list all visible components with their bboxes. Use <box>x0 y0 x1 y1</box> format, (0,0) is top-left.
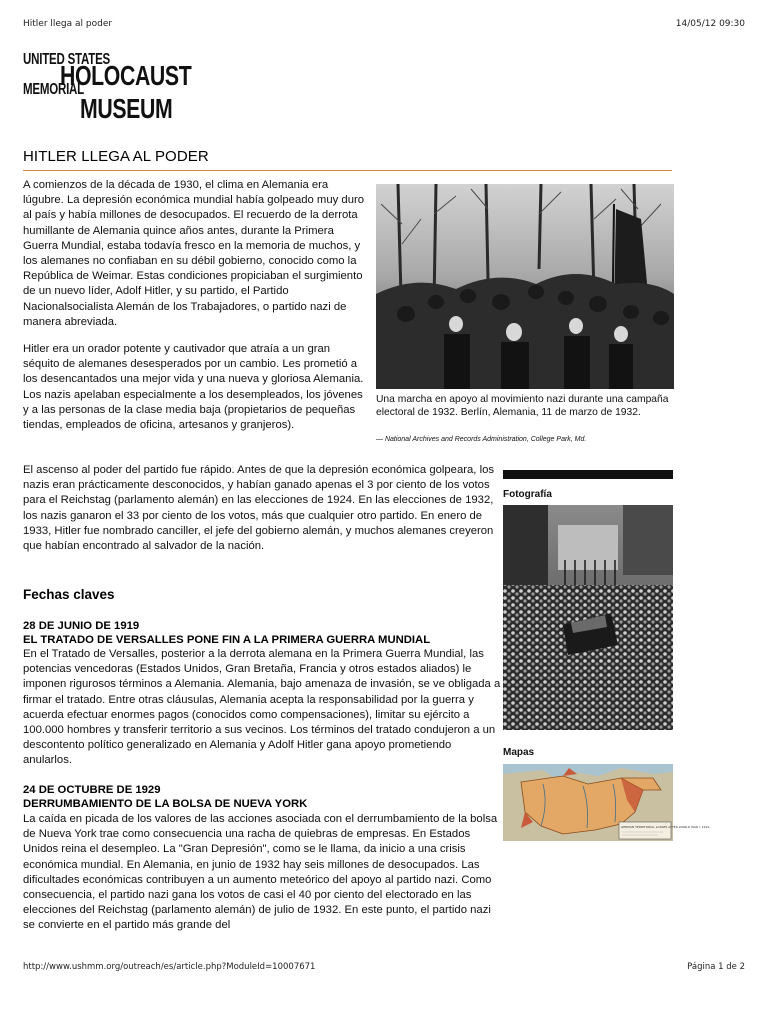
event-title: DERRUMBAMIENTO DE LA BOLSA DE NUEVA YORK <box>23 798 308 810</box>
print-header-title: Hitler llega al poder <box>23 19 113 29</box>
territorial-losses-map[interactable] <box>503 764 710 841</box>
event-date: 28 DE JUNIO DE 1919 <box>23 620 140 632</box>
title-divider <box>23 170 672 171</box>
sidebar-header-bar <box>503 470 673 479</box>
sidebar-maps-label: Mapas <box>503 747 535 758</box>
photo-caption: Una marcha en apoyo al movimiento nazi durante una campaña electoral de 1932. Berlín, Alemania, 11 de marzo de 1932. <box>376 394 669 418</box>
event-description: La caída en picada de los valores de las acciones asociada con el derrumbamiento de la bolsa de Nueva York trae como consecuencia una racha de quiebras de empresas. En Estados Unidos reina el desempleo. La "Gran Depresión", como se le llama, da inicio a una crisis económica mundial. En Alemania, en junio de 1932 hay seis millones de desocupados. Las dificultades económicas contribuyen a un aumento meteórico del apoyo al partido nazi. Como consecuencia, el partido nazi gana los votos de casi el 40 por ciento del electorado en las elecciones del Reichstag (parlamento alemán) de julio de 1932. En este punto, el partido nazi se convierte en el partido más grande del <box>23 813 498 932</box>
print-header-datetime: 14/05/12 09:30 <box>675 19 745 29</box>
logo-line-memorial: MEMORIAL <box>23 81 84 98</box>
intro-paragraph-1: A comienzos de la década de 1930, el clima en Alemania era lúgubre. La depresión económica mundial había golpeado muy duro al país y había millones de desocupados. El recuerdo de la derrota humillante de Alemania quince años antes, durante la Primera Guerra Mundial, estaba todavía fresco en la memoria de muchos, y los alemanes no confiaban en su débil gobierno, conocido como la República de Weimar. Estas condiciones propiciaban el surgimiento de un nuevo líder, Adolf Hitler, y su partido, el Partido Nacionalsocialista Alemán de los Trabajadores, o partido nazi de manera abreviada. <box>23 179 365 328</box>
page-number: Página 1 de 2 <box>687 962 745 972</box>
sidebar-photo-label: Fotografía <box>503 489 552 500</box>
key-dates-heading: Fechas claves <box>23 587 115 602</box>
event-description: En el Tratado de Versalles, posterior a la derrota alemana en la Primera Guerra Mundial, las potencias vencedoras (Estados Unidos, Gran Bretaña, Francia y otros estados aliados) le imponen rigurosos términos a Alemania. Alemania, bajo amenaza de invasión, se ve obligada a firmar el tratado. Entre otras cláusulas, Alemania acepta la responsabilidad por la guerra y acuerda efectuar enormes pagos (conocidos como compensaciones), limitar su ejército a 100.000 hombres y transferir territorio a sus vecinos. Los términos del tratado condujeron a un descontento político generalizado en Alemania y Adolf Hitler gana apoyo prometiendo anularlos. <box>23 648 501 767</box>
source-url[interactable]: http://www.ushmm.org/outreach/es/article.php?ModuleId=10007671 <box>23 962 316 972</box>
logo-line-holocaust: HOLOCAUST <box>60 60 192 91</box>
print-footer <box>23 962 745 976</box>
page-title: HITLER LLEGA AL PODER <box>23 148 209 165</box>
nazi-march-photo[interactable] <box>376 184 674 389</box>
logo-line-united-states: UNITED STATES <box>23 51 111 68</box>
photo-credit: — National Archives and Records Administration, College Park, Md. <box>376 436 587 443</box>
rise-paragraph: El ascenso al poder del partido fue rápido. Antes de que la depresión económica golpeara, los nazis eran prácticamente desconocidos, y habían ganado apenas el 3 por ciento de los votos para el Reichstag (parlamento alemán) en las elecciones de 1924. En las elecciones de 1932, los nazis ganaron el 33 por ciento de los votos, más que cualquier otro partido. En enero de 1933, Hitler fue nombrado canciller, el jefe del gobierno alemán, y muchos alemanes creyeron que habían encontrado al salvador de la nación. <box>23 464 495 553</box>
logo-line-museum: MUSEUM <box>80 93 173 124</box>
event-date: 24 DE OCTUBRE DE 1929 <box>23 784 161 796</box>
event-title: EL TRATADO DE VERSALLES PONE FIN A LA PRIMERA GUERRA MUNDIAL <box>23 634 431 646</box>
map-legend: GERMAN TERRITORIAL LOSSES AFTER WORLD WAR I, 1919 <box>621 825 710 829</box>
museum-logo[interactable] <box>23 50 192 124</box>
crowd-photo[interactable] <box>503 505 673 730</box>
intro-paragraph-2: Hitler era un orador potente y cautivador que atraía a un gran séquito de alemanes desesperados por un cambio. Les prometió a los desencantados una mejor vida y una nueva y gloriosa Alemania. Los nazis apelaban especialmente a los desempleados, los jóvenes y a las personas de la clase media baja (propietarios de pequeñas tiendas, empleados de oficina, artesanos y granjeros). <box>23 343 364 432</box>
print-header <box>23 19 745 33</box>
